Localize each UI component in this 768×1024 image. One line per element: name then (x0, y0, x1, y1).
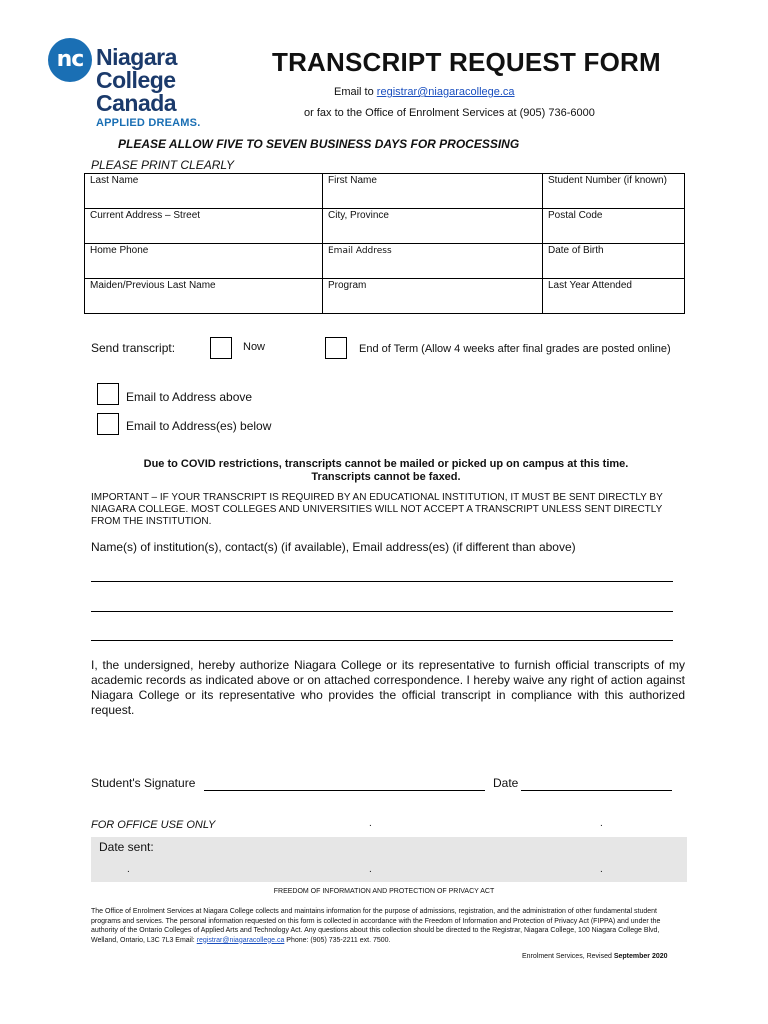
fax-instruction: or fax to the Office of Enrolment Services at (905) 736-6000 (304, 107, 595, 119)
privacy-statement (91, 907, 685, 945)
logo-text-college: College (96, 67, 176, 93)
revision-date: September 2020 (613, 953, 668, 960)
office-dot: . (600, 818, 603, 829)
student-number-label: Student Number (if known) (548, 175, 667, 186)
revision-note (522, 953, 668, 960)
now-checkbox[interactable] (210, 337, 232, 359)
form-title: TRANSCRIPT REQUEST FORM (272, 47, 661, 77)
date-label: Date (493, 776, 519, 790)
signature-line[interactable] (204, 790, 485, 791)
maiden-name-field[interactable] (85, 279, 323, 314)
end-of-term-checkbox[interactable] (325, 337, 347, 359)
maiden-name-label: Maiden/Previous Last Name (90, 280, 216, 291)
privacy-body: The Office of Enrolment Services at Niagara College collects and maintains information for the purpose of admissions, registration, and the administration of other fundamental student programs and services. The personal information requested on this form is collected in accordance with the Freedom of Information and Protection of Privacy Act (FIPPA) and under the authority of the Ontario Colleges of Applied Arts and Technology Act. Any questions about this collection should be directed to the Registrar, Niagara College, 100 Niagara College Blvd, Welland, Ontario, L3C 7L3 Email: (91, 908, 661, 944)
office-use-box (91, 837, 687, 882)
send-transcript-label: Send transcript: (91, 341, 176, 355)
authorization-statement: I, the undersigned, hereby authorize Niagara College or its representative to furnish official transcripts of my academic records as indicated above or on attached correspondence. I hereby waive any right of action against Niagara College or its representative who provides the official transcript in compliance with this authorized request. (91, 658, 685, 717)
address-street-label: Current Address – Street (90, 210, 201, 221)
city-province-field[interactable] (323, 209, 543, 244)
signature-label: Student's Signature (91, 776, 196, 790)
first-name-label: First Name (328, 175, 377, 186)
print-clearly-note: PLEASE PRINT CLEARLY (91, 158, 234, 172)
important-notice: IMPORTANT – IF YOUR TRANSCRIPT IS REQUIRED BY AN EDUCATIONAL INSTITUTION, IT MUST BE SENT DIRECTLY BY NIAGARA COLLEGE. MOST COLLEGES AND UNIVERSITIES WILL NOT ACCEPT A TRANSCRIPT UNLESS SENT DIRECTLY FROM THE INSTITUTION. (91, 492, 663, 527)
email-below-checkbox[interactable] (97, 413, 119, 435)
student-number-field[interactable] (543, 174, 685, 209)
last-year-field[interactable] (543, 279, 685, 314)
date-of-birth-field[interactable] (543, 244, 685, 279)
office-dot: . (369, 864, 372, 875)
postal-code-field[interactable] (543, 209, 685, 244)
revision-label: Enrolment Services, Revised (522, 953, 614, 960)
home-phone-field[interactable] (85, 244, 323, 279)
home-phone-label: Home Phone (90, 245, 149, 256)
student-info-table (84, 173, 685, 314)
program-field[interactable] (323, 279, 543, 314)
office-dot: . (369, 818, 372, 829)
last-name-label: Last Name (90, 175, 139, 186)
office-dot: . (127, 864, 130, 875)
institution-line-2[interactable] (91, 611, 673, 612)
program-label: Program (328, 280, 367, 291)
covid-notice-line2: Transcripts cannot be faxed. (311, 471, 461, 483)
institution-line-3[interactable] (91, 640, 673, 641)
email-below-label: Email to Address(es) below (126, 419, 272, 433)
last-name-field[interactable] (85, 174, 323, 209)
processing-notice: PLEASE ALLOW FIVE TO SEVEN BUSINESS DAYS FOR PROCESSING (118, 137, 520, 151)
email-above-label: Email to Address above (126, 390, 253, 404)
college-logo-mark: nc (48, 38, 92, 82)
city-province-label: City, Province (328, 210, 389, 221)
covid-notice (96, 458, 676, 484)
last-year-label: Last Year Attended (548, 280, 632, 291)
logo-text-canada: Canada (96, 90, 177, 116)
email-above-checkbox[interactable] (97, 383, 119, 405)
privacy-email-link[interactable]: registrar@niagaracollege.ca (196, 936, 285, 944)
privacy-act-title: FREEDOM OF INFORMATION AND PROTECTION OF PRIVACY ACT (273, 888, 495, 895)
email-prefix: Email to (334, 86, 377, 98)
registrar-email-link[interactable]: registrar@niagaracollege.ca (376, 86, 515, 98)
privacy-phone: Phone: (905) 735-2211 ext. 7500. (284, 936, 391, 944)
office-use-label: FOR OFFICE USE ONLY (91, 819, 216, 831)
covid-notice-line1: Due to COVID restrictions, transcripts cannot be mailed or picked up on campus at this time. (143, 458, 629, 470)
email-instruction (334, 86, 515, 98)
date-line[interactable] (521, 790, 672, 791)
email-address-label: Email Address (328, 246, 392, 256)
date-sent-label: Date sent: (99, 840, 154, 854)
institutions-label: Name(s) of institution(s), contact(s) (if available), Email address(es) (if different than above) (91, 540, 576, 554)
email-address-field[interactable] (323, 244, 543, 279)
postal-code-label: Postal Code (548, 210, 603, 221)
logo-tagline: APPLIED DREAMS. (96, 117, 201, 129)
office-dot: . (600, 864, 603, 875)
date-of-birth-label: Date of Birth (548, 245, 604, 256)
first-name-field[interactable] (323, 174, 543, 209)
now-label: Now (243, 341, 266, 353)
address-street-field[interactable] (85, 209, 323, 244)
institution-line-1[interactable] (91, 581, 673, 582)
end-of-term-label: End of Term (Allow 4 weeks after final grades are posted online) (359, 343, 671, 355)
logo-text-niagara: Niagara (96, 44, 177, 70)
